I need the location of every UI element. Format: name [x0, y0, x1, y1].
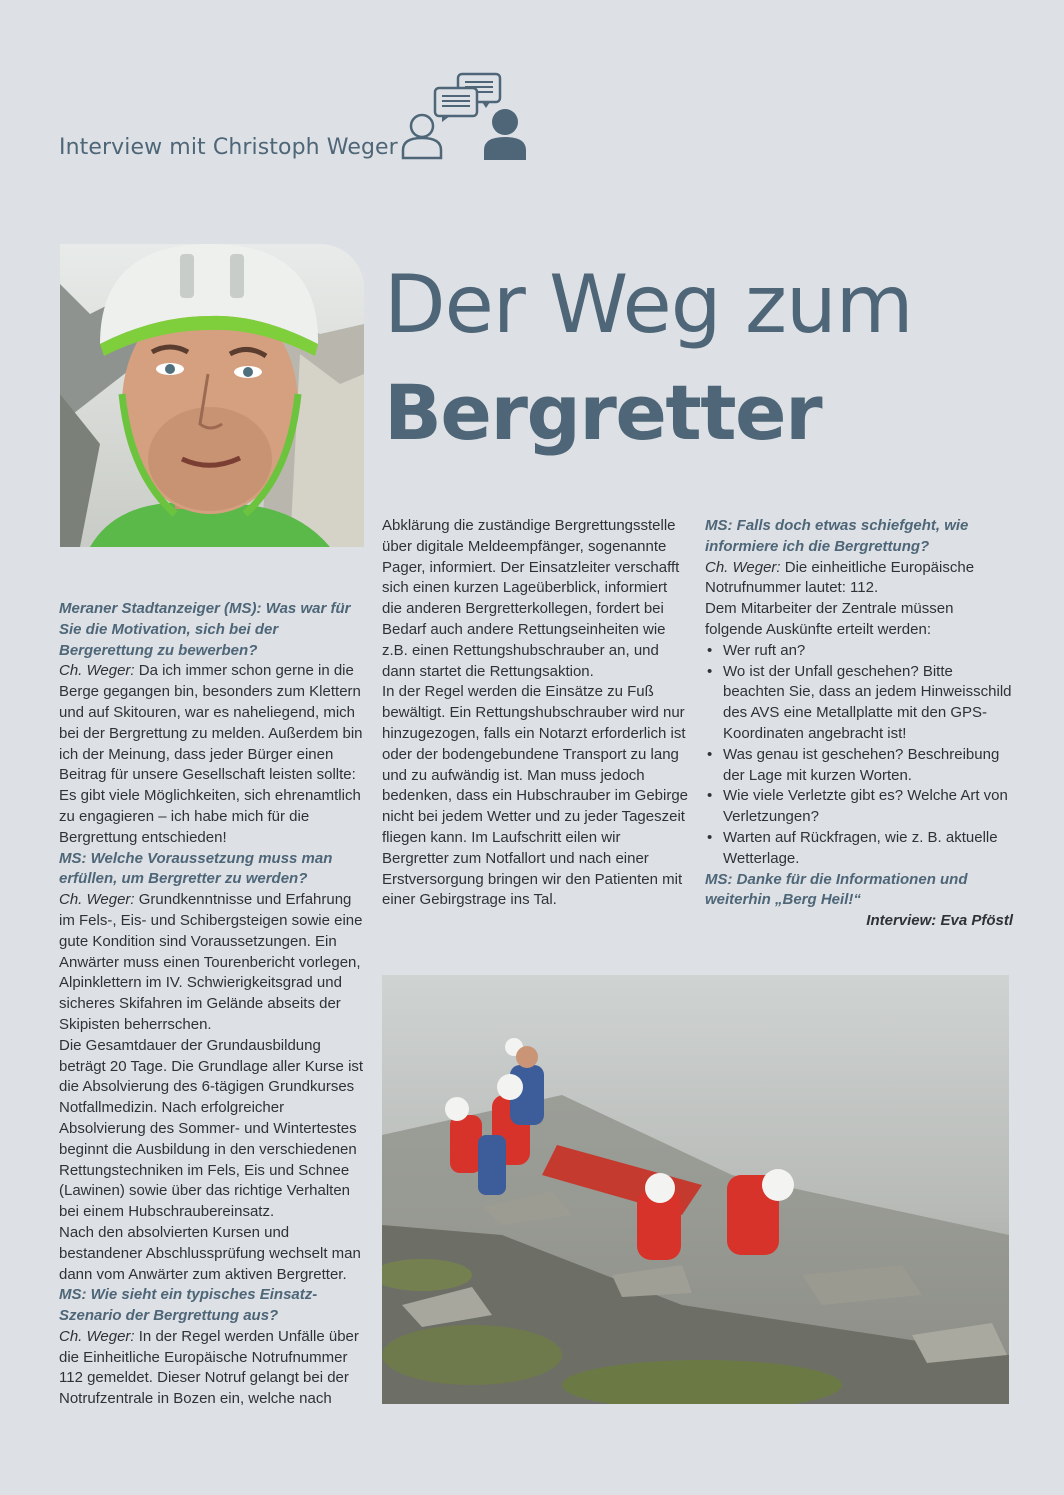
list-item: • Wer ruft an? — [705, 641, 1013, 662]
article-column-3 — [705, 516, 1013, 932]
list-item: • Wie viele Verletzte gibt es? Welche Art von Verletzungen? — [705, 786, 1013, 828]
answer-2 — [59, 890, 365, 1036]
interview-chat-icon — [398, 70, 530, 162]
headline-line-2: Bergretter — [384, 368, 822, 457]
speaker-label: Ch. Weger: — [59, 1327, 135, 1345]
question-3: MS: Wie sieht ein typisches Einsatz-Szenario der Bergrettung aus? — [59, 1286, 318, 1325]
answer-text: Da ich immer schon gerne in die Berge gegangen bin, besonders zum Klettern und auf Skitouren, war es naheliegend, mich bei der Bergrettung zu melden. Außerdem bin ich der Meinung, dass jeder Bürger einen Beitrag für unsere Gesellschaft leisten sollte: Es gibt viele Möglichkeiten, sich ehrenamtlich zu engagieren – ich habe mich für die Bergrettung entschieden! — [59, 662, 363, 846]
question-1: Meraner Stadtanzeiger (MS): Was war für Sie die Motivation, sich bei der Bergerettung zu bewerben? — [59, 600, 351, 659]
speaker-label: Ch. Weger: — [59, 662, 135, 680]
list-item: • Warten auf Rückfragen, wie z. B. aktuelle Wetterlage. — [705, 828, 1013, 870]
answer-text: Die einheitliche Europäische Notrufnummer lautet: 112. — [705, 558, 975, 597]
answer-2-paragraph-3: Nach den absolvierten Kursen und bestandener Abschlussprüfung wechselt man dann vom Anwärter zum aktiven Bergretter. — [59, 1223, 361, 1283]
list-item: • Was genau ist geschehen? Beschreibung der Lage mit kurzen Worten. — [705, 745, 1013, 787]
question-4: MS: Falls doch etwas schiefgeht, wie informiere ich die Bergrettung? — [705, 517, 969, 555]
article-column-2 — [382, 516, 688, 911]
info-checklist — [705, 641, 1013, 870]
speaker-label: Ch. Weger: — [705, 558, 781, 576]
answer-3 — [59, 1327, 365, 1410]
body-paragraph: Abklärung die zuständige Bergrettungsstelle über digitale Meldeempfänger, sogenannte Pager, informiert. Der Einsatzleiter verschafft sich einen kurzen Lageüberblick, informiert die anderen Bergretterkollegen, fordert bei Bedarf auch andere Rettungseinheiten wie z.B. einen Rettungshubschrauber an, und dann startet die Rettungsaktion. — [382, 517, 680, 680]
interview-credit: Interview: Eva Pföstl — [866, 912, 1013, 930]
question-2: MS: Welche Voraussetzung muss man erfüllen, um Bergretter zu werden? — [59, 849, 333, 888]
answer-4 — [705, 558, 1013, 600]
headline-line-1: Der Weg zum — [384, 258, 913, 351]
portrait-photo — [60, 244, 364, 547]
closing-question: MS: Danke für die Informationen und weiterhin „Berg Heil!“ — [705, 870, 968, 909]
body-paragraph: In der Regel werden die Einsätze zu Fuß bewältigt. Ein Rettungshubschrauber wird nur hinzugezogen, falls ein Notarzt erforderlich ist oder der bodengebundene Transport zu lang und zu aufwändig ist. Man muss jedoch bedenken, dass ein Hubschrauber im Gebirge nicht bei jedem Wetter und zu jeder Tageszeit fliegen kann. Im Laufschritt eilen wir Bergretter zum Notfallort und nach einer Erstversorgung bringen wir den Patienten mit einer Gebirgstrage ins Tal. — [382, 683, 689, 909]
article-column-1 — [59, 599, 365, 1410]
list-item: • Wo ist der Unfall geschehen? Bitte beachten Sie, dass an jedem Hinweisschild des AVS eine Metallplatte mit den GPS-Koordinaten angebracht ist! — [705, 662, 1013, 745]
answer-1 — [59, 661, 365, 848]
article-kicker: Interview mit Christoph Weger — [59, 135, 398, 160]
speaker-label: Ch. Weger: — [59, 891, 135, 909]
answer-4-paragraph-2: Dem Mitarbeiter der Zentrale müssen folgende Auskünfte erteilt werden: — [705, 600, 954, 638]
answer-text: In der Regel werden Unfälle über die Einheitliche Europäische Notrufnummer 112 gemeldet. Dieser Notruf gelangt bei der Notrufzentrale in Bozen ein, welche nach — [59, 1327, 359, 1408]
rescue-team-photo — [382, 975, 1009, 1404]
answer-2-paragraph-2: Die Gesamtdauer der Grundausbildung beträgt 20 Tage. Die Grundlage aller Kurse ist die Absolvierung des 6-tägigen Grundkurses Notfallmedizin. Nach erfolgreicher Absolvierung des Sommer- und Wintertestes beginnt die Ausbildung in den verschiedenen Rettungstechniken im Fels, Eis und Schnee (Lawinen) sowie über das richtige Verhalten bei einem Hubschraubereinsatz. — [59, 1036, 364, 1221]
answer-text: Grundkenntnisse und Erfahrung im Fels-, Eis- und Schibergsteigen sowie eine gute Kondition sind Voraussetzungen. Ein Anwärter muss einen Tourenbericht vorlegen, Alpinklettern im IV. Schwierigkeitsgrad und sicheres Skifahren im Gelände abseits der Skipisten beherrschen. — [59, 891, 363, 1033]
